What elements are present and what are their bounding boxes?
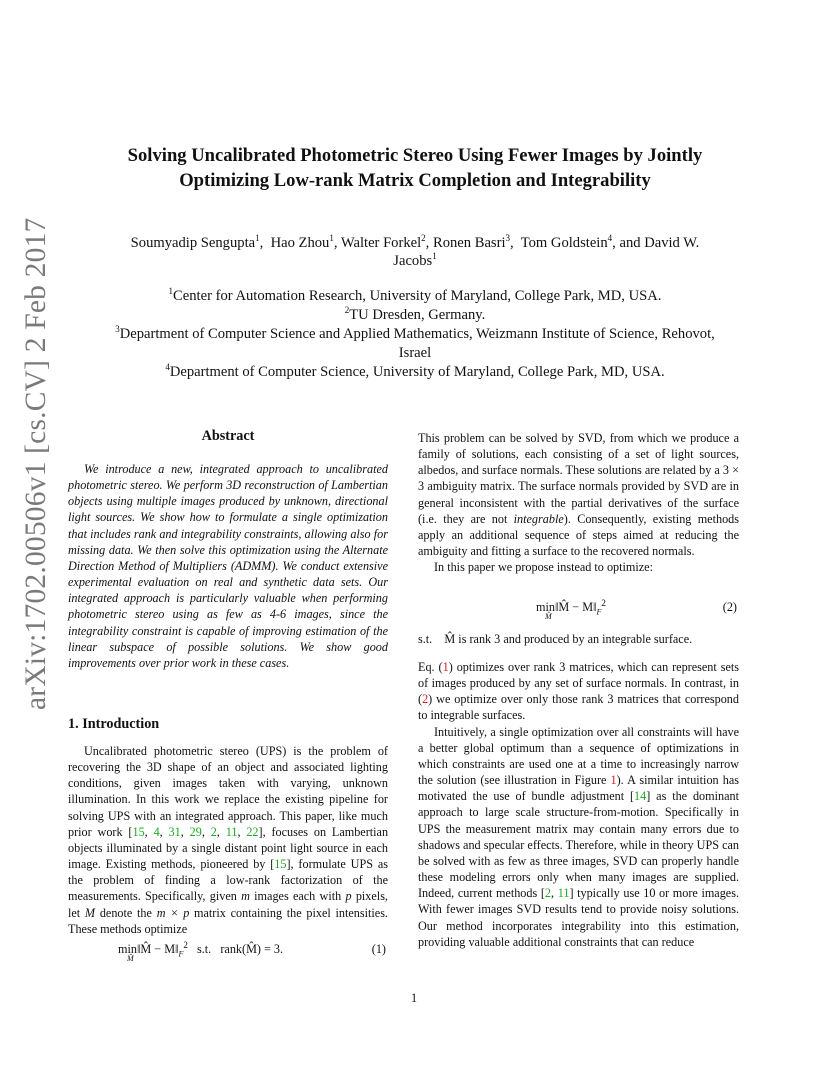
author-affil-mark: 1	[432, 251, 437, 262]
right-column-bottom	[418, 659, 739, 950]
affil-mark: 1	[168, 286, 174, 297]
citation-link[interactable]: 11	[557, 886, 570, 901]
paper-title	[80, 143, 750, 193]
equation-2-body: min M̂ ‖M̂ − $M‖_F^2$	[536, 597, 606, 621]
citation-link[interactable]: 2	[210, 824, 217, 839]
section-heading-introduction: 1. Introduction	[68, 716, 160, 732]
citation-link[interactable]: 31	[168, 824, 181, 839]
abstract-text: We introduce a new, integrated approach to uncalibrated photometric stereo. We perform 3D reconstruction of Lambertian objects using multiple images produced by unknown, directional light sources. We show how to formulate a single optimization that includes rank and integrability constraints, allowing also for missing data. We then solve this optimization using the Alternate Direction Method of Multipliers (ADMM). We conduct extensive experimental evaluation on real and synthetic data sets. Our integrated approach is particularly valuable when performing photometric stereo using as few as 4-6 images, since the integrability constraint is capable of improving estimation of the linear subspace of possible solutions. We show good improvements over prior work in these cases.	[68, 462, 388, 670]
equation-ref-link[interactable]: 1	[442, 660, 449, 674]
author-affil-mark: 4	[607, 233, 613, 244]
affil-text: TU Dresden, Germany.	[349, 307, 486, 323]
intro-paragraph: Uncalibrated photometric stereo (UPS) is the problem of recovering the 3D shape of an object and associated lighting conditions, given images taken with varying, unknown illumination. In this work we replace the existing pipeline for solving UPS with an integrated approach. This paper, like much prior work [15, 4, 31, 29, 2, 11, 22], focuses on Lambertian objects illuminated by a single distant point light source in each image. Existing methods, pioneered by [15], formulate UPS as the problem of finding a low-rank factorization of the measurements. Specifically, given m images each with p pixels, let M denote the m × p matrix containing the pixel intensities. These methods optimize	[68, 744, 389, 936]
equation-number: (1)	[371, 942, 386, 956]
author-name: Tom Goldstein	[520, 235, 608, 251]
arxiv-stamp	[20, 217, 56, 710]
author-affil-mark: 3	[505, 233, 511, 244]
paragraph: This problem can be solved by SVD, from which we produce a family of solutions, each consisting of a set of light sources, albedos, and surface normals. These solutions are related by a 3 × 3 ambiguity matrix. The surface normals provided by SVD are in general inconsistent with the partial derivatives of the surface (i.e. they are not integrable). Consequently, existing methods apply an additional sequence of steps aimed at reducing the ambiguity and fitting a surface to the recovered normals.	[418, 431, 739, 559]
abstract-heading: Abstract	[201, 428, 255, 444]
title-line-1: Solving Uncalibrated Photometric Stereo Using Fewer Images by Jointly	[127, 145, 703, 166]
right-column-top	[418, 430, 739, 575]
author-affil-mark: 1	[255, 233, 260, 244]
affiliation-3-cont: Israel	[398, 345, 432, 361]
author-affil-mark: 2	[421, 233, 426, 244]
page-number: 1	[410, 991, 418, 1005]
min-operator: min M̂	[536, 600, 555, 621]
affil-text: Center for Automation Research, University of Maryland, College Park, MD, USA.	[173, 288, 662, 304]
equation-number: (2)	[722, 600, 737, 614]
equation-1-body: min M̂ ‖M̂ − $M‖_F^2$ s.t. rank(M̂) = 3.	[118, 939, 284, 963]
citation-link[interactable]: 15	[274, 857, 287, 872]
math-var: m	[241, 889, 250, 904]
math-var: M	[84, 905, 96, 920]
paragraph: Intuitively, a single optimization over all constraints will have a better global optimum than a sequence of optimizations in which constraints are used one at a time to increasingly narrow the solution (see illustration in Figure 1). A similar intuition has motivated the use of bundle adjustment [14] as the dominant approach to large scale structure-from-motion. Specifically in UPS the measurement matrix may contain many errors due to shadows and specular effects. Therefore, while in theory UPS can be solved with as few as three images, SVD can properly handle these modeling errors only when many images are supplied. Indeed, current methods [2, 11] typically use 10 or more images. With fewer images SVD results tend to provide noisy solutions. Our method incorporates integrability into this estimation, providing valuable additional constraints that can reduce	[418, 724, 740, 949]
citation-link[interactable]: 11	[225, 824, 238, 839]
citation-link[interactable]: 2	[544, 886, 552, 901]
author-name: Hao Zhou	[270, 235, 330, 251]
min-operator: min M̂	[118, 942, 137, 963]
affiliation-list	[60, 287, 770, 382]
title-line-2: Optimizing Low-rank Matrix Completion and Integrability	[179, 170, 651, 191]
author-affil-mark: 1	[329, 233, 334, 244]
abstract-body	[68, 461, 388, 671]
math-var: p	[345, 889, 352, 904]
affiliation-2	[60, 306, 770, 325]
affil-mark: 2	[344, 305, 350, 316]
author-name: Walter Forkel	[340, 235, 422, 251]
author-name: Soumyadip Sengupta	[130, 235, 256, 251]
paragraph: In this paper we propose instead to optimize:	[434, 560, 653, 575]
affil-mark: 3	[115, 324, 120, 335]
equation-2	[418, 597, 739, 630]
author-list: Soumyadip Sengupta$^1$, Hao Zhou$^1$, Walter Forkel$^2$, Ronen Basri$^3$, Tom Goldstein$^4$, and David W. Jacobs$^1$	[130, 233, 700, 269]
paragraph: Eq. (1) optimizes over rank 3 matrices, which can represent sets of images produced by any set of surface normals. In contrast, in (2) we optimize over only those rank 3 matrices that correspond to integrable surfaces.	[418, 660, 739, 723]
equation-2-constraint: s.t. M̂ is rank 3 and produced by an integrable surface.	[418, 632, 693, 646]
affiliation-1	[60, 287, 770, 306]
figure-ref-link[interactable]: 1	[610, 773, 617, 788]
math-expr: m × p	[156, 905, 190, 920]
affil-mark: 4	[165, 362, 170, 373]
author-name: Jacobs	[393, 253, 433, 269]
affil-text: Department of Computer Science and Applied Mathematics, Weizmann Institute of Science, Rehovot,	[119, 326, 715, 342]
affil-text: Department of Computer Science, University of Maryland, College Park, MD, USA.	[169, 364, 665, 380]
citation-link[interactable]: 29	[189, 824, 202, 839]
affiliation-4	[60, 363, 770, 382]
citation-link[interactable]: 15	[132, 824, 145, 839]
citation-link[interactable]: 14	[634, 789, 647, 804]
introduction-body	[68, 743, 388, 937]
equation-ref-link[interactable]: 2	[422, 692, 429, 707]
equation-1	[68, 939, 388, 972]
citation-link[interactable]: 4	[153, 824, 160, 839]
affiliation-3	[60, 325, 770, 344]
author-name: and David W.	[619, 235, 700, 251]
citation-link[interactable]: 22	[246, 824, 259, 839]
arxiv-stamp-text: arXiv:1702.00506v1 [cs.CV] 2 Feb 2017	[20, 217, 52, 710]
author-name: Ronen Basri	[432, 235, 506, 251]
